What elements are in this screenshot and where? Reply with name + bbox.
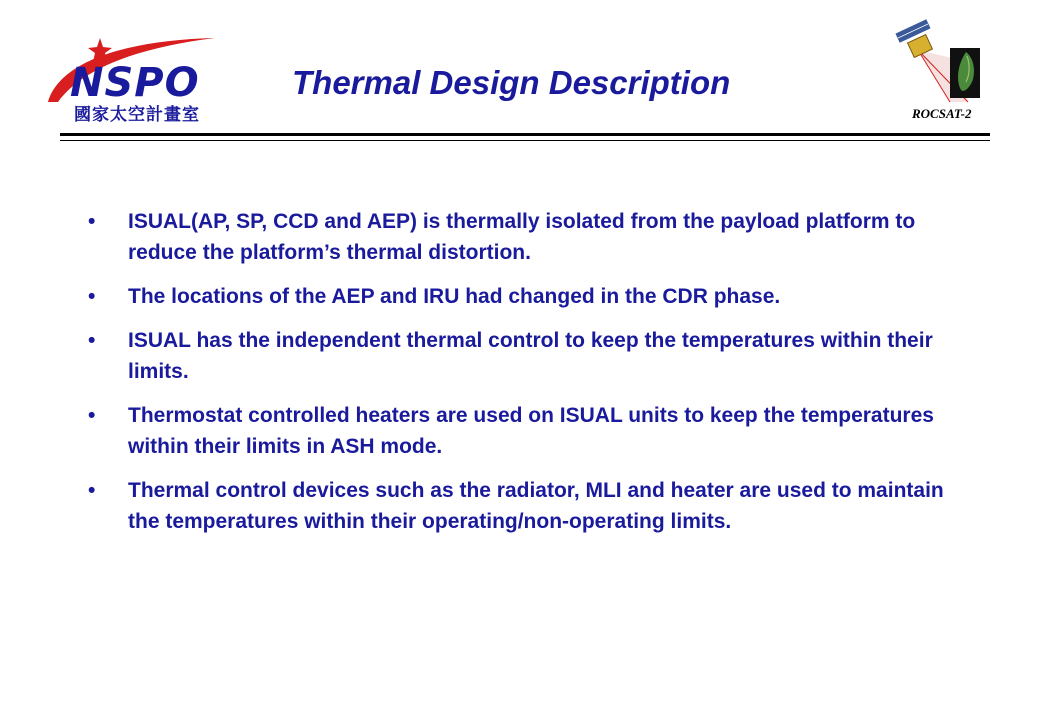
bullet-text: ISUAL has the independent thermal control to keep the temperatures within their limits. bbox=[128, 329, 933, 383]
rocsat-label: ROCSAT-2 bbox=[912, 106, 972, 121]
bullet-item bbox=[88, 475, 968, 537]
bullet-item bbox=[88, 281, 968, 312]
bullet-item bbox=[88, 325, 968, 387]
bullet-list bbox=[88, 206, 968, 550]
bullet-item bbox=[88, 400, 968, 462]
logo-wordmark: NSPO bbox=[70, 60, 200, 106]
bullet-text: ISUAL(AP, SP, CCD and AEP) is thermally isolated from the payload platform to reduce the platform’s thermal distortion. bbox=[128, 210, 916, 264]
bullet-icon: • bbox=[88, 329, 96, 352]
rocsat-graphic bbox=[890, 16, 990, 106]
bullet-text: The locations of the AEP and IRU had changed in the CDR phase. bbox=[128, 285, 781, 308]
satellite-icon bbox=[890, 16, 990, 106]
header-rule-thin bbox=[60, 140, 990, 141]
bullet-icon: • bbox=[88, 210, 96, 233]
bullet-item bbox=[88, 206, 968, 268]
nspo-subtitle: 國家太空計畫室 bbox=[74, 105, 200, 125]
bullet-icon: • bbox=[88, 285, 96, 308]
bullet-icon: • bbox=[88, 479, 96, 502]
bullet-text: Thermal control devices such as the radiator, MLI and heater are used to maintain the temperatures within their operating/non-operating limits. bbox=[128, 479, 944, 533]
header-rule-thick bbox=[60, 133, 990, 136]
bullet-text: Thermostat controlled heaters are used on ISUAL units to keep the temperatures within their limits in ASH mode. bbox=[128, 404, 934, 458]
page-title: Thermal Design Description bbox=[292, 64, 731, 101]
bullet-icon: • bbox=[88, 404, 96, 427]
